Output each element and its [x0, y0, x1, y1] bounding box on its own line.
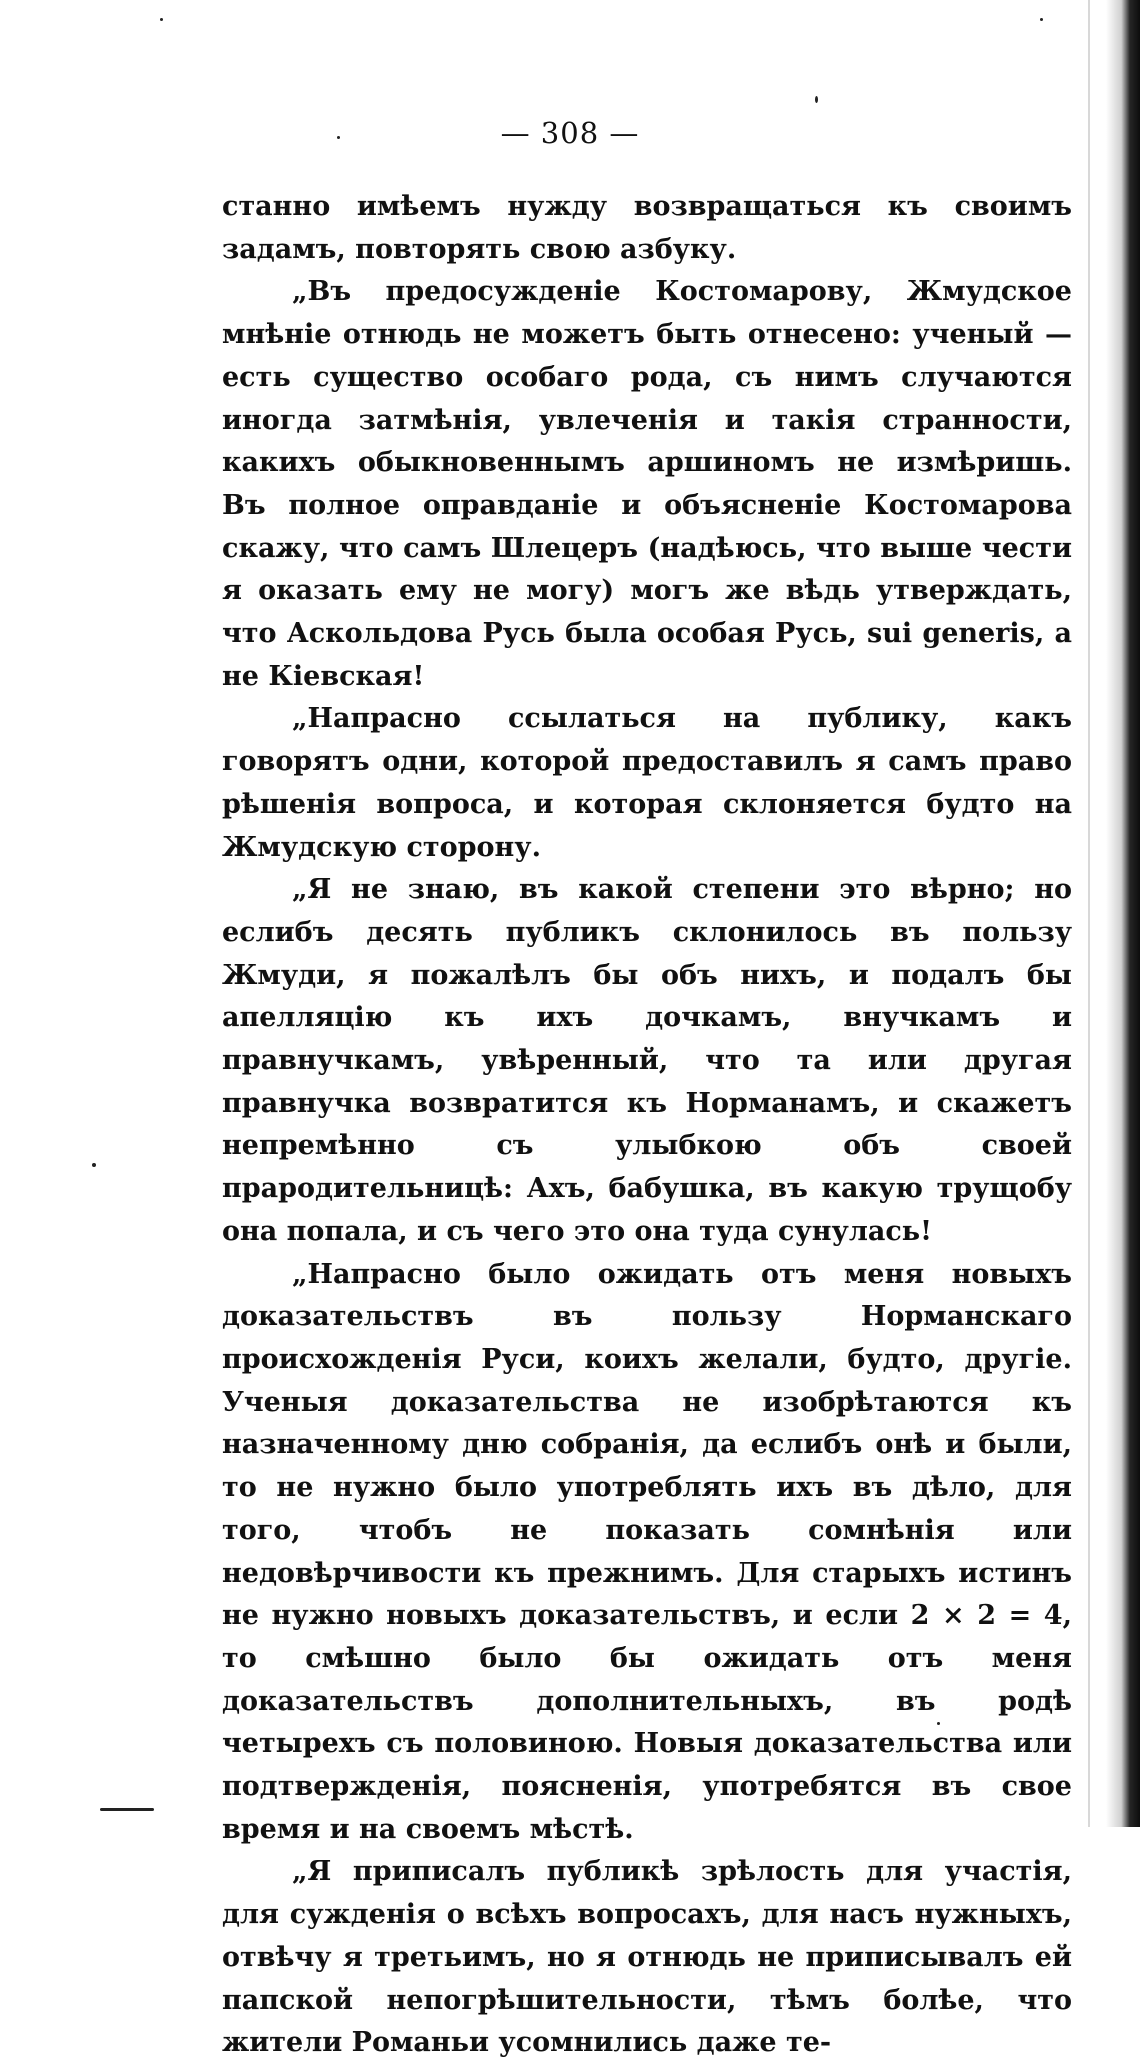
- paragraph: „Я приписалъ публикѣ зрѣлость для участія, для сужденія о всѣхъ вопросахъ, для насъ нужныхъ, отвѣчу я третьимъ, но я отнюдь не приписывалъ ей папской непогрѣшительности, тѣмъ болѣе, что жители Романьи усомнились даже те-: [222, 1856, 1072, 2059]
- paragraph: „Напрасно было ожидать отъ меня новыхъ доказательствъ въ пользу Норманскаго происхожденія Руси, коихъ желали, будто, другіе. Ученыя доказательства не изобрѣтаются къ назначенному дню собранія, да еслибъ онѣ и были, то не нужно было употреблять ихъ въ дѣло, для того, чтобъ не показать сомнѣнія или недовѣрчивости къ прежнимъ. Для старыхъ истинъ не нужно новыхъ доказательствъ, и если 2 × 2 = 4, то смѣшно было бы ожидать отъ меня доказательствъ дополнительныхъ, въ родѣ четырехъ съ половиною. Новыя доказательства или подтвержденія, поясненія, употребятся въ свое время и на своемъ мѣстѣ.: [222, 1258, 1072, 1845]
- scan-speck: [160, 18, 163, 21]
- body-text: [222, 186, 1072, 2065]
- scan-speck: [815, 96, 818, 103]
- scan-speck: [1040, 18, 1043, 21]
- scan-mark: [100, 1808, 154, 1811]
- paragraph: „Я не знаю, въ какой степени это вѣрно; но еслибъ десять публикъ склонилось въ пользу Жмуди, я пожалѣлъ бы объ нихъ, и подалъ бы апелляцію къ ихъ дочкамъ, внучкамъ и правнучкамъ, увѣренный, что та или другая правнучка возвратится къ Норманамъ, и скажетъ непремѣнно съ улыбкою объ своей прародительницѣ: Ахъ, бабушка, въ какую трущобу она попала, и съ чего это она туда сунулась!: [222, 874, 1072, 1247]
- page-fold-line: [1088, 0, 1090, 1827]
- paragraph: „Напрасно ссылаться на публику, какъ говорятъ одни, которой предоставилъ я самъ право рѣшенія вопроса, и которая склоняется будто на Жмудскую сторону.: [222, 703, 1072, 863]
- page-number: — 308 —: [500, 116, 640, 150]
- paragraph: „Въ предосужденіе Костомарову, Жмудское мнѣніе отнюдь не можетъ быть отнесено: ученый — есть существо особаго рода, съ нимъ случаются иногда затмѣнія, увлеченія и такія странности, какихъ обыкновеннымъ аршиномъ не измѣришь. Въ полное оправданіе и объясненіе Костомарова скажу, что самъ Шлецеръ (надѣюсь, что выше чести я оказать ему не могу) могъ же вѣдь утверждать, что Аскольдова Русь была особая Русь, sui generis, а не Кіевская!: [222, 276, 1072, 692]
- paragraph-continuation: станно имѣемъ нужду возвращаться къ своимъ задамъ, повторять свою азбуку.: [222, 191, 1072, 265]
- scan-speck: [92, 1163, 96, 1167]
- binding-shadow: [1106, 0, 1140, 1827]
